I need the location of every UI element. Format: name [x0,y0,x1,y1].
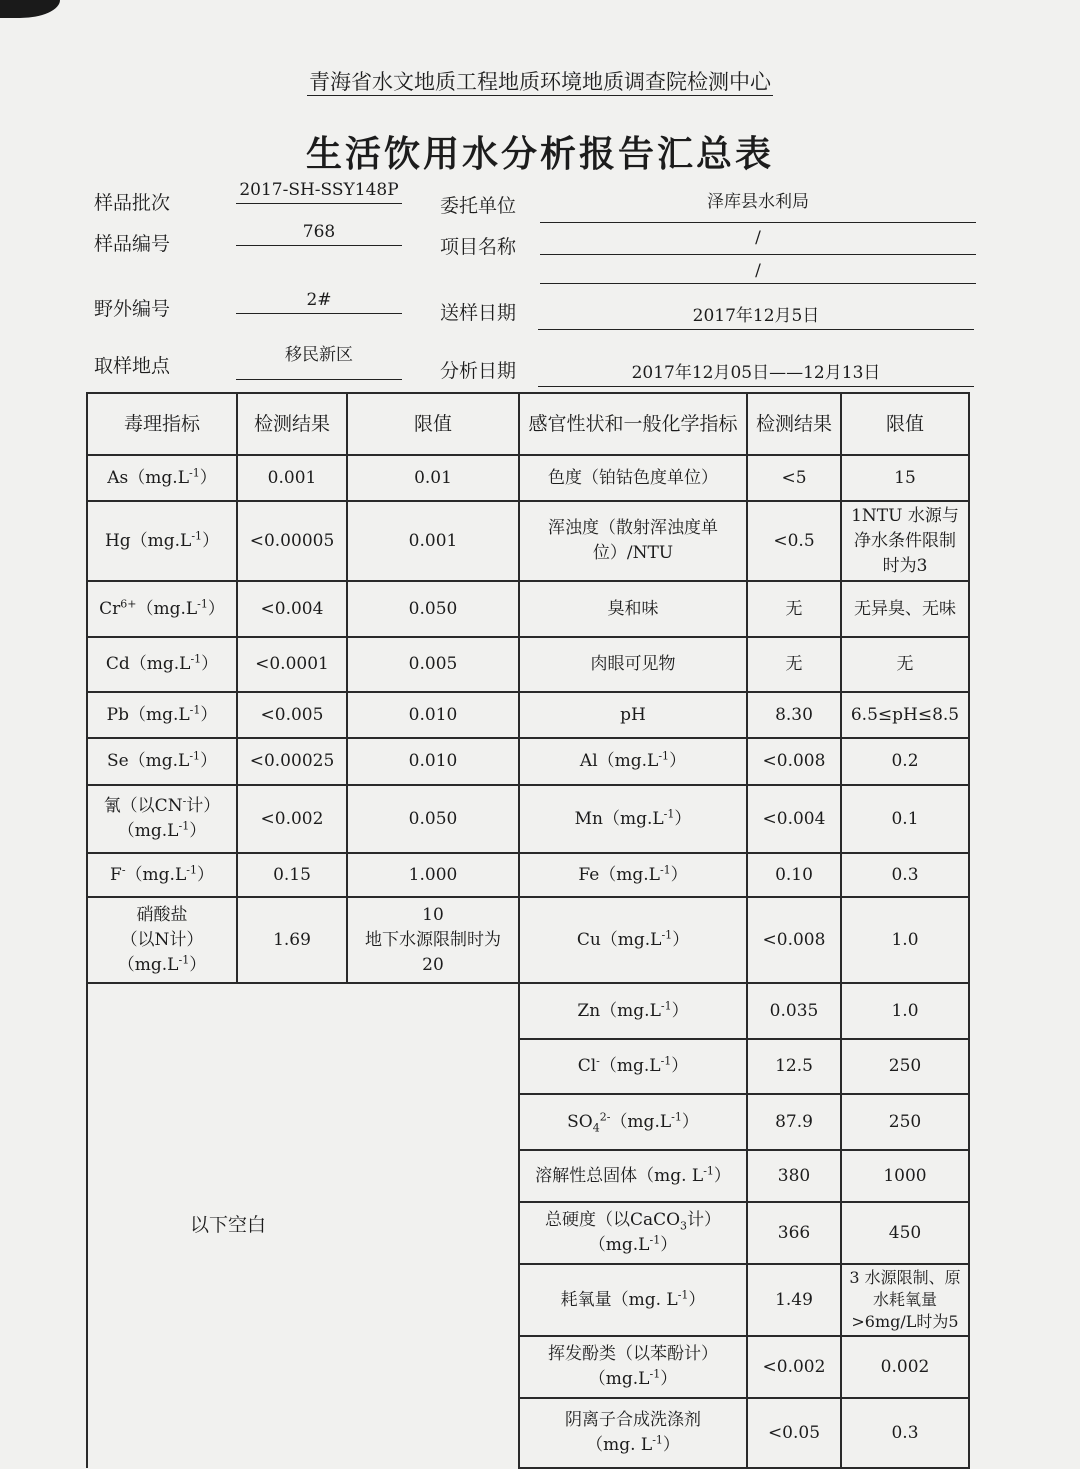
sensory-name: 阴离子合成洗涤剂 （mg. $L^{-1}$） [519,1398,747,1468]
toxic-name: $Se(mg.L^{-1})$ [87,738,237,785]
table-row [87,785,969,853]
sensory-limit: 250 [841,1094,969,1150]
sample-no-value: 768 [236,222,402,246]
sensory-name: $Mn(mg.L^{-1})$ [519,785,747,853]
organization-name: 青海省水文地质工程地质环境地质调查院检测中心 [309,70,771,94]
table-row [87,581,969,637]
sensory-limit: 3 水源限制、原水耗氧量>6mg/L时为5 [841,1264,969,1336]
sensory-result: 8.30 [747,692,841,738]
table-row [87,983,969,1039]
table-row [87,501,969,581]
col-header-result: 检测结果 [237,393,347,455]
field-no-value: 2# [236,290,402,314]
sensory-result: <0.008 [747,738,841,785]
sensory-limit: 0.002 [841,1336,969,1398]
toxic-result: <0.004 [237,581,347,637]
send-date-value: 2017年12月5日 [538,301,974,330]
toxic-result: 0.001 [237,455,347,501]
sample-no-label: 样品编号 [94,233,171,255]
header-row [87,393,969,455]
table-row [87,738,969,785]
sensory-name: $Cl^-(mg.L^{-1})$ [519,1039,747,1094]
sensory-result: 无 [747,637,841,692]
client-label: 委托单位 [440,195,517,217]
sensory-limit: 1NTU 水源与净水条件限制时为3 [841,501,969,581]
field-no-label: 野外编号 [94,298,171,320]
toxic-result: <0.002 [237,785,347,853]
analysis-date-label: 分析日期 [440,360,517,382]
sensory-result: <0.008 [747,897,841,983]
toxic-limit: 0.005 [347,637,519,692]
toxic-result: 1.69 [237,897,347,983]
sensory-name: 总硬度（以CaCO$_3$计） $(mg.L^{-1})$ [519,1202,747,1264]
toxic-name: $Pb(mg.L^{-1})$ [87,692,237,738]
toxic-name: 硝酸盐 （以N计） $(mg.L^{-1})$ [87,897,237,983]
toxic-limit: 1.000 [347,853,519,897]
sensory-limit: 0.3 [841,1398,969,1468]
report-title: 生活饮用水分析报告汇总表 [305,133,774,175]
table-row [87,637,969,692]
sensory-result: 1.49 [747,1264,841,1336]
sensory-result: <0.5 [747,501,841,581]
sensory-result: 无 [747,581,841,637]
toxic-name: $Cd(mg.L^{-1})$ [87,637,237,692]
sensory-result: <0.004 [747,785,841,853]
client-value: 泽库县水利局 [540,187,976,223]
toxic-result: <0.00025 [237,738,347,785]
batch-label: 样品批次 [94,192,171,214]
sensory-limit: 0.3 [841,853,969,897]
sensory-limit: 1000 [841,1150,969,1202]
batch-value: 2017-SH-SSY148P [236,180,402,204]
sensory-result: <0.002 [747,1336,841,1398]
send-date-label: 送样日期 [440,302,517,324]
toxic-name: $F^-(mg.L^{-1})$ [87,853,237,897]
sensory-limit: 6.5≤pH≤8.5 [841,692,969,738]
scan-shadow [0,0,60,18]
sensory-name: 浑浊度（散射浑浊度单位）/NTU [519,501,747,581]
sensory-name: $Al(mg.L^{-1})$ [519,738,747,785]
sensory-name: $SO_4^{2-}(mg.L^{-1})$ [519,1094,747,1150]
col-header-limit-2: 限值 [841,393,969,455]
sensory-limit: 0.1 [841,785,969,853]
results-table [86,392,970,1469]
blank-area [87,983,519,1468]
toxic-result: 0.15 [237,853,347,897]
toxic-limit: 10 地下水源限制时为 20 [347,897,519,983]
sensory-result: 0.10 [747,853,841,897]
toxic-name: $Hg(mg.L^{-1})$ [87,501,237,581]
toxic-limit: 0.010 [347,692,519,738]
sensory-limit: 15 [841,455,969,501]
col-header-result-2: 检测结果 [747,393,841,455]
toxic-result: <0.00005 [237,501,347,581]
sensory-result: 87.9 [747,1094,841,1150]
project-label: 项目名称 [440,236,517,258]
table-row [87,853,969,897]
table-row [87,692,969,738]
col-header-toxic: 毒理指标 [87,393,237,455]
toxic-result: <0.0001 [237,637,347,692]
toxic-name: $As(mg.L^{-1})$ [87,455,237,501]
sensory-name: pH [519,692,747,738]
toxic-limit: 0.001 [347,501,519,581]
sensory-result: <5 [747,455,841,501]
sensory-name: 肉眼可见物 [519,637,747,692]
sensory-limit: 250 [841,1039,969,1094]
sensory-name: 挥发酚类（以苯酚计） $(mg.L^{-1})$ [519,1336,747,1398]
location-label: 取样地点 [94,355,171,377]
sensory-name: 臭和味 [519,581,747,637]
toxic-limit: 0.050 [347,581,519,637]
table-row [87,455,969,501]
col-header-limit: 限值 [347,393,519,455]
analysis-date-value: 2017年12月05日——12月13日 [538,358,974,387]
blank-note: 以下空白 [189,1214,266,1236]
sensory-result: 0.035 [747,983,841,1039]
sensory-limit: 450 [841,1202,969,1264]
sensory-limit: 无 [841,637,969,692]
sensory-name: 色度（铂钴色度单位） [519,455,747,501]
toxic-name: 氰（以CN-计） $(mg.L^{-1})$ [87,785,237,853]
sensory-limit: 0.2 [841,738,969,785]
sensory-name: 耗氧量（mg. $L^{-1}$） [519,1264,747,1336]
sensory-result: <0.05 [747,1398,841,1468]
sensory-result: 12.5 [747,1039,841,1094]
col-header-sensory: 感官性状和一般化学指标 [519,393,747,455]
location-value: 移民新区 [236,340,402,380]
toxic-limit: 0.050 [347,785,519,853]
sensory-result: 380 [747,1150,841,1202]
toxic-name: $Cr^{6+}(mg.L^{-1})$ [87,581,237,637]
table-row [87,897,969,983]
sensory-limit: 1.0 [841,897,969,983]
project-value: / [540,228,976,255]
sensory-name: $Fe(mg.L^{-1})$ [519,853,747,897]
toxic-limit: 0.010 [347,738,519,785]
sensory-name: $Cu(mg.L^{-1})$ [519,897,747,983]
sensory-name: $Zn(mg.L^{-1})$ [519,983,747,1039]
sensory-name: 溶解性总固体（mg. $L^{-1}$） [519,1150,747,1202]
sensory-limit: 无异臭、无味 [841,581,969,637]
project-value-2: / [540,261,976,284]
toxic-limit: 0.01 [347,455,519,501]
sensory-limit: 1.0 [841,983,969,1039]
toxic-result: <0.005 [237,692,347,738]
sensory-result: 366 [747,1202,841,1264]
